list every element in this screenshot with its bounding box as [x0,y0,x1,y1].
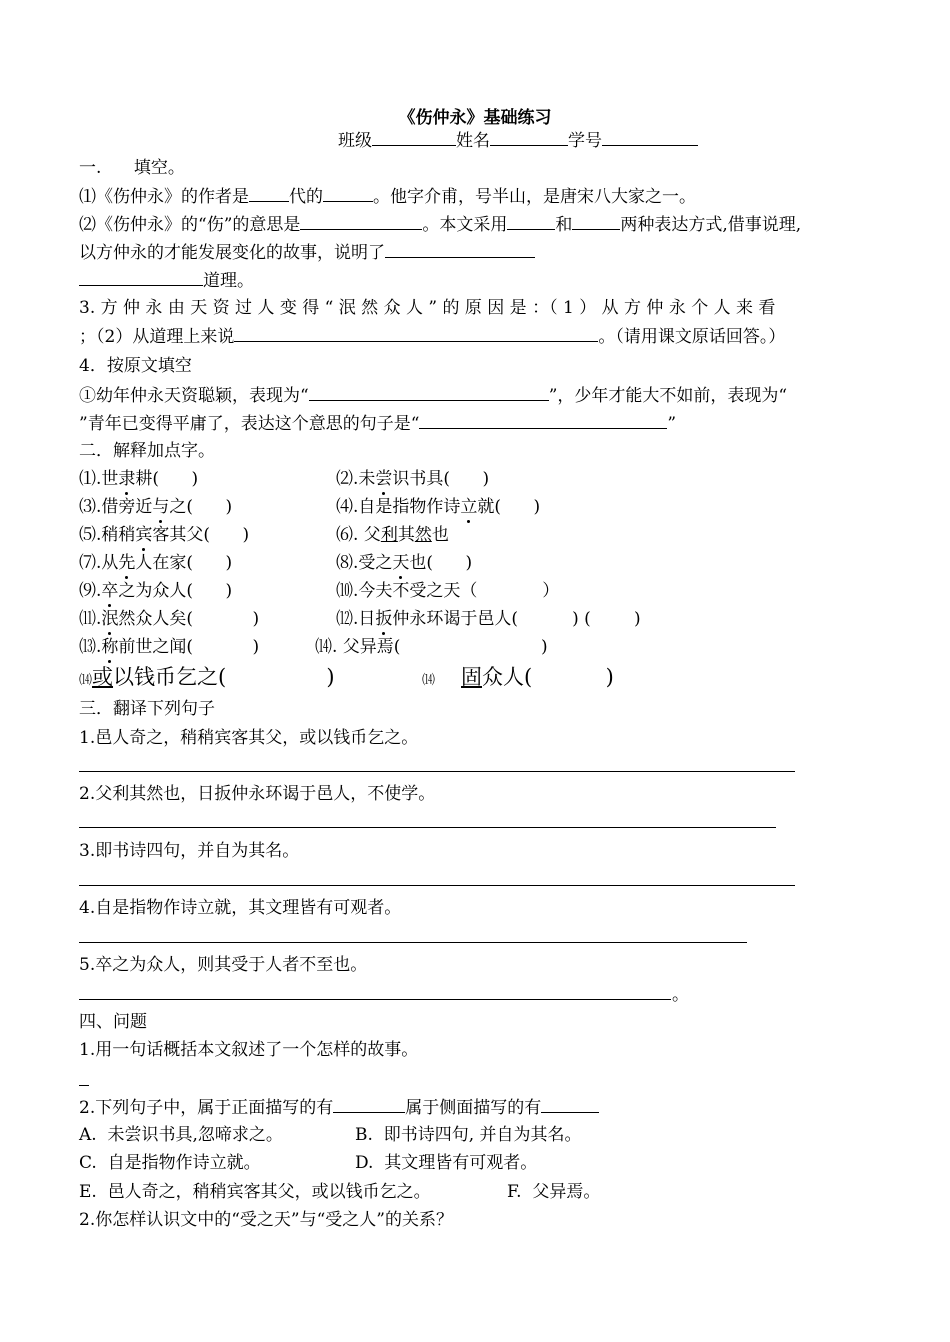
sec1-q2: ⑵《伤仲永》的“伤”的意思是 。本文采用 和 两种表达方式,借事说理, [79,215,802,235]
page-title: 《伤仲永》基础练习 [398,108,552,128]
blank[interactable] [541,1096,599,1113]
vocab-row: ⑺.从先人在家( ) ⑻.受之天也( ) [79,553,473,573]
option-row: A. 未尝识书具,忽啼求之。 B. 即书诗四句, 并自为其名。 [79,1125,582,1145]
translate-item: 5.卒之为众人，则其受于人者不至也。 [79,955,368,975]
end-mark: 。 [672,985,689,1005]
section4-heading: 四、问题 [79,1012,147,1032]
sec1-q4b: ”青年已变得平庸了，表达这个意思的句子是“ ” [79,414,677,434]
vocab-row: ⒀.称前世之闻( ) ⒁. 父异焉( ) [79,637,548,657]
vocab-row: ⑶.借旁近与之( ) ⑷.自是指物作诗立就( ) [79,497,541,517]
question: 1.用一句话概括本文叙述了一个怎样的故事。 [79,1040,419,1060]
answer-line[interactable] [79,942,747,943]
translate-item: 2.父利其然也，日扳仲永环谒于邑人，不使学。 [79,784,436,804]
sec1-q1: ⑴《伤仲永》的作者是 代的 。他字介甫，号半山，是唐宋八大家之一。 [79,187,696,207]
translate-item: 4.自是指物作诗立就，其文理皆有可观者。 [79,898,402,918]
sec1-q2-end: 道理。 [79,269,254,292]
vocab-row: ⑾.泯然众人矣( ) ⑿.日扳仲永环谒于邑人( ) ( ) [79,609,641,629]
blank[interactable] [323,185,373,202]
answer-line[interactable] [79,999,671,1000]
blank[interactable] [300,213,422,230]
sec1-q3: 3. 方 仲 永 由 天 资 过 人 变 得 “ 泯 然 众 人 ” 的 原 因 是 ：（ 1 ） 从 方 仲 永 个 人 来 看 [79,298,776,318]
answer-line[interactable] [79,885,795,886]
answer-line[interactable] [79,1085,89,1086]
question: 2.你怎样认识文中的“受之天”与“受之人”的关系？ [79,1210,453,1230]
vocab-row-large: ⒁或以钱币乞之( ) ⒁ 固众人( ) [79,665,614,689]
answer-line[interactable] [79,771,795,772]
number-blank[interactable] [602,129,698,146]
option-row: E. 邑人奇之，稍稍宾客其父，或以钱币乞之。 F. 父异焉。 [79,1182,601,1202]
answer-line[interactable] [79,827,776,828]
sec1-q3-cont: ；（2）从道理上来说 。（请用课文原话回答。） [79,327,786,347]
blank[interactable] [385,241,535,258]
section1-heading: 一. 填空。 [79,158,185,178]
vocab-row: ⑸.稍稍宾客其父( ) ⑹. 父利其然也 [79,525,449,545]
blank[interactable] [419,412,667,429]
name-blank[interactable] [490,129,568,146]
blank[interactable] [249,185,289,202]
name-label: 姓名 [456,131,490,151]
vocab-row: ⑼.卒之为众人( ) ⑽.今夫不受之天（ ） [79,581,560,601]
blank[interactable] [572,213,620,230]
translate-item: 1.邑人奇之，稍稍宾客其父，或以钱币乞之。 [79,728,419,748]
number-label: 学号 [568,131,602,151]
blank[interactable] [333,1096,405,1113]
question: 2.下列句子中，属于正面描写的有 属于侧面描写的有 [79,1096,599,1119]
class-label: 班级 [338,131,372,151]
vocab-row: ⑴.世隶耕( ) ⑵.未尝识书具( ) [79,469,490,489]
sec1-q4a: ①幼年仲永天资聪颖，表现为“ ”，少年才能大不如前，表现为“ [79,386,788,406]
sec1-q2-cont: 以方仲永的才能发展变化的故事，说明了 [79,241,535,264]
section2-heading: 二．解释加点字。 [79,441,215,461]
sec1-q4: 4．按原文填空 [79,356,192,376]
blank[interactable] [79,269,203,286]
section3-heading: 三．翻译下列句子 [79,699,215,719]
blank[interactable] [507,213,555,230]
blank[interactable] [309,384,549,401]
blank[interactable] [234,325,598,342]
student-info-line [338,129,698,152]
class-blank[interactable] [372,129,456,146]
option-row: C. 自是指物作诗立就。 D. 其文理皆有可观者。 [79,1153,538,1173]
translate-item: 3.即书诗四句，并自为其名。 [79,841,300,861]
